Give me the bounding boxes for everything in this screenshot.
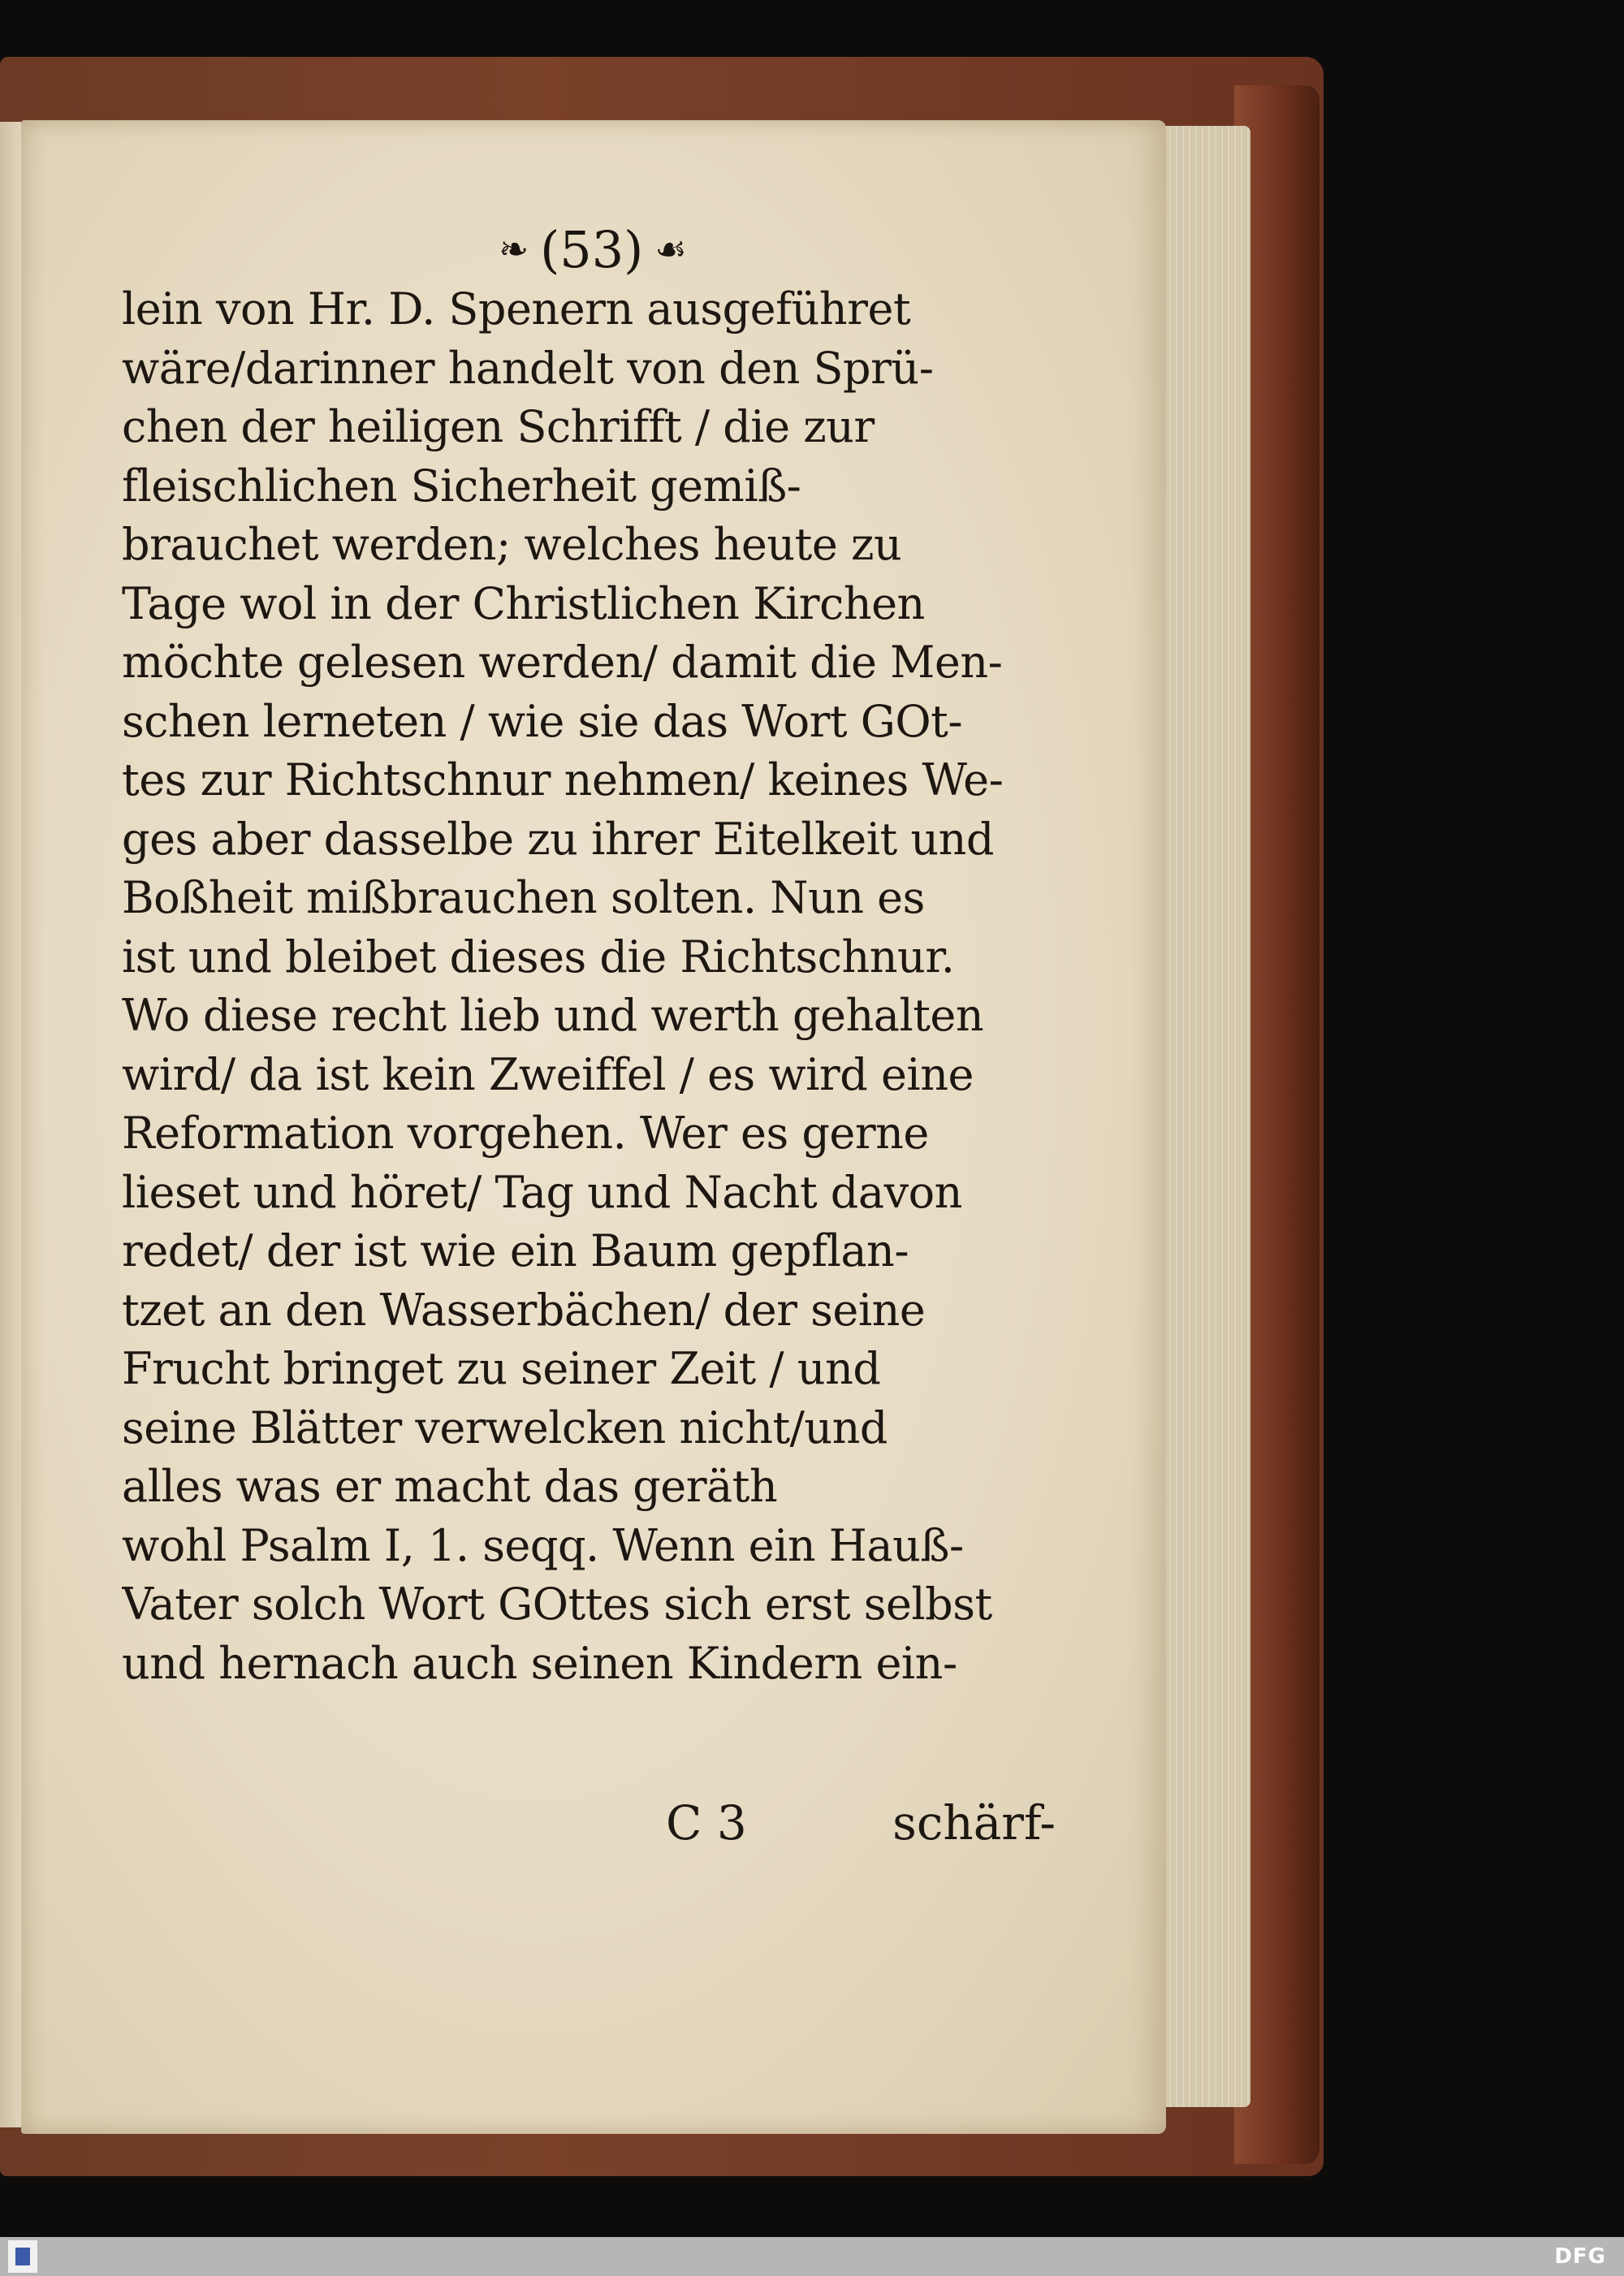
ornament-left-icon: ❧ [499, 229, 529, 270]
text-line: fleischlichen Sicherheit gemiß- [122, 460, 801, 512]
text-line: Vater solch Wort GOttes sich erst selbst [122, 1579, 992, 1630]
text-line: und hernach auch seinen Kindern ein- [122, 1637, 957, 1689]
text-line: ist und bleibet dieses die Richtschnur. [122, 931, 955, 983]
text-line: wird/ da ist kein Zweiffel / es wird eine [122, 1048, 974, 1100]
page-footer [666, 1790, 1056, 1855]
text-line: seine Blätter verwelcken nicht/und [122, 1401, 888, 1453]
page-header [463, 218, 723, 283]
text-line: schen lerneten / wie sie das Wort GOt- [122, 695, 963, 747]
text-line: möchte gelesen werden/ damit die Men- [122, 637, 1003, 688]
catchword: schärf- [892, 1795, 1056, 1851]
library-logo-icon [8, 2240, 37, 2273]
signature-mark: C 3 [666, 1795, 747, 1851]
text-line: tes zur Richtschnur nehmen/ keines We- [122, 754, 1004, 805]
text-line: ges aber dasselbe zu ihrer Eitelkeit und [122, 813, 994, 865]
text-line: chen der heiligen Schrifft / die zur [122, 401, 875, 452]
dfg-logo: DFG [1554, 2244, 1606, 2269]
text-line: lein von Hr. D. Spenern ausgeführet [122, 283, 911, 335]
viewer-footer-bar [0, 2237, 1624, 2276]
page-edges [1153, 126, 1250, 2107]
text-line: alles was er macht das geräth [122, 1461, 778, 1512]
text-line: redet/ der ist wie ein Baum gepflan- [122, 1225, 909, 1276]
page-number: (53) [540, 220, 644, 279]
text-line: Wo diese recht lieb und werth gehalten [122, 990, 984, 1041]
facing-page-strip [0, 122, 21, 2127]
body-text [122, 280, 1043, 1693]
text-line: brauchet werden; welches heute zu [122, 519, 902, 570]
text-line: Frucht bringet zu seiner Zeit / und [122, 1343, 881, 1394]
text-line: Tage wol in der Christlichen Kirchen [122, 577, 925, 629]
text-line: wohl Psalm I, 1. seqq. Wenn ein Hauß- [122, 1519, 964, 1571]
text-line: Reformation vorgehen. Wer es gerne [122, 1108, 929, 1159]
text-line: Boßheit mißbrauchen solten. Nun es [122, 872, 925, 923]
text-line: wäre/darinner handelt von den Sprü- [122, 342, 934, 394]
text-line: tzet an den Wasserbächen/ der seine [122, 1284, 926, 1336]
ornament-right-icon: ☙ [654, 229, 687, 270]
text-line: lieset und höret/ Tag und Nacht davon [122, 1166, 962, 1218]
